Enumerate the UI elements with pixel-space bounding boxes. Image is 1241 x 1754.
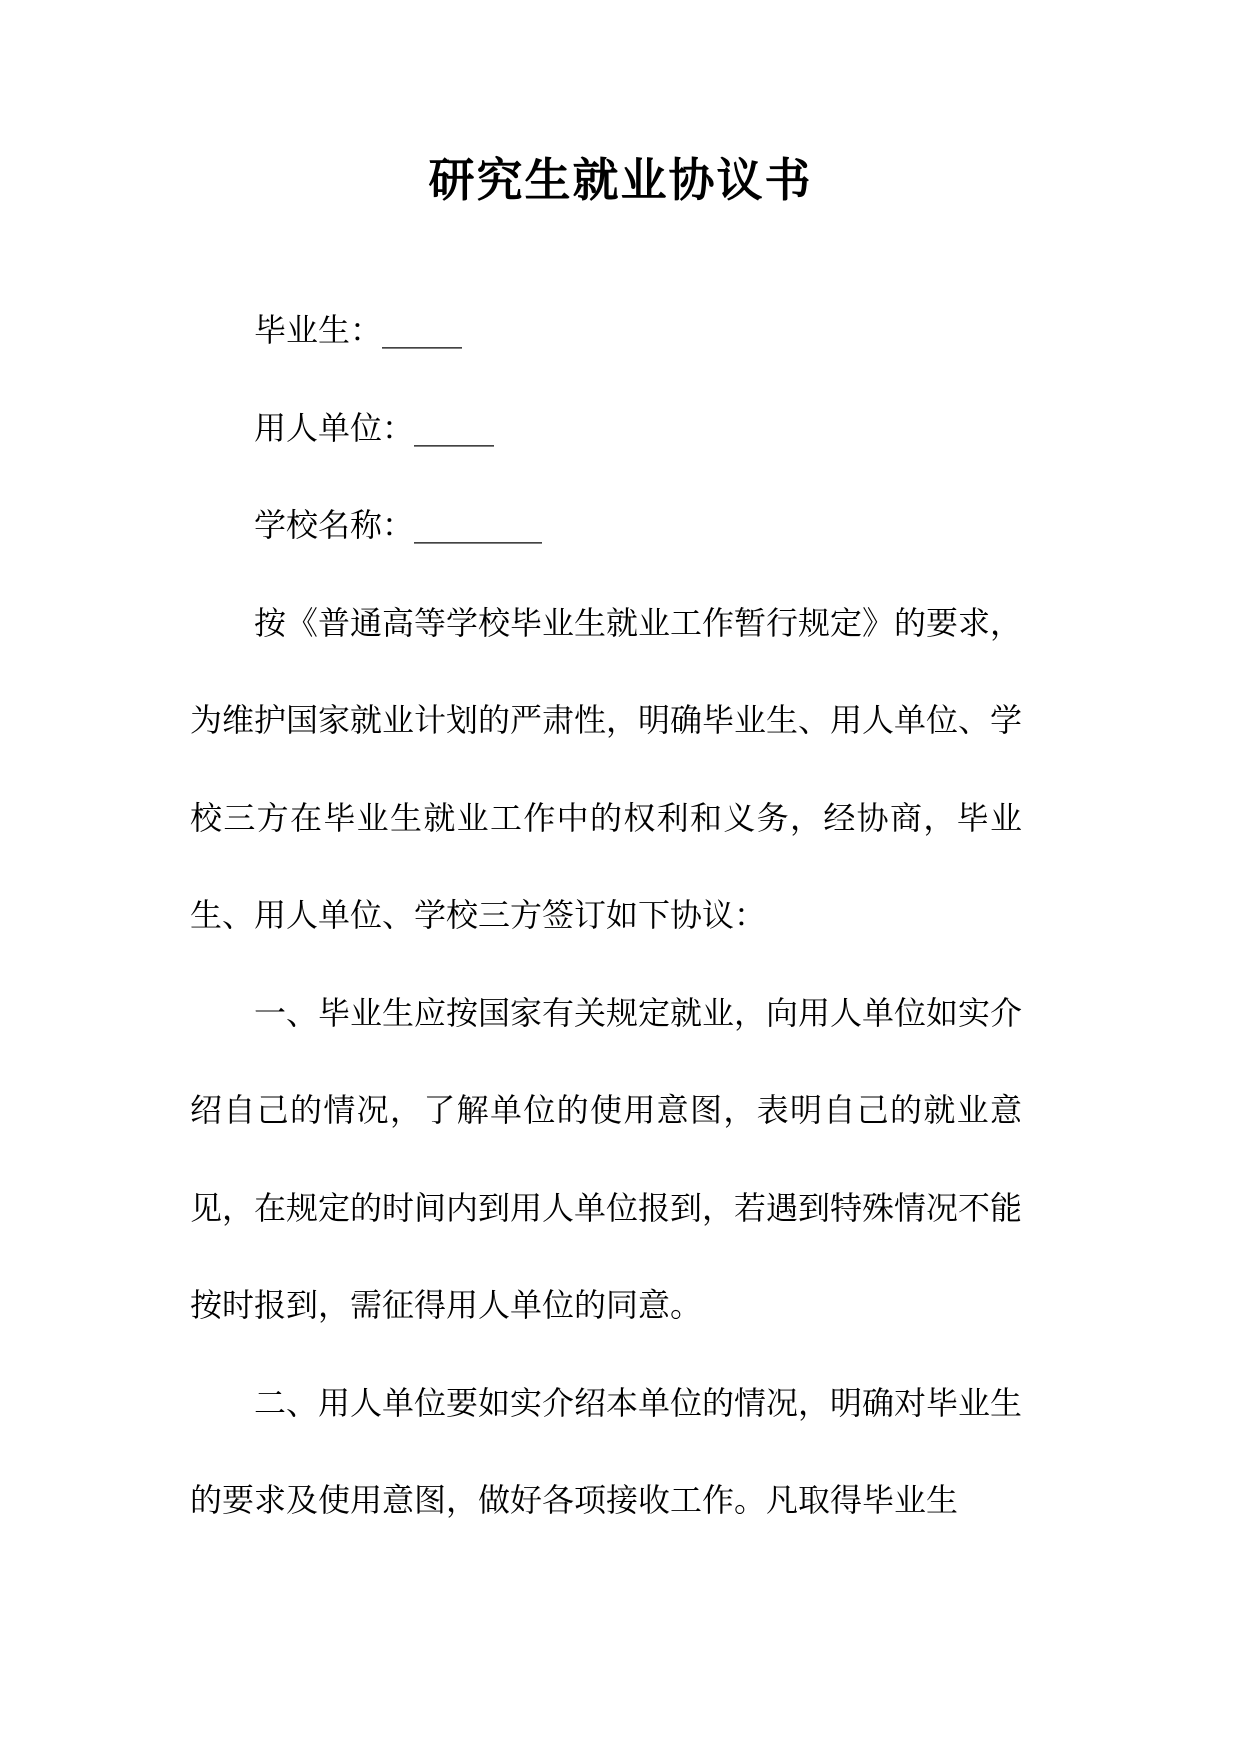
paragraph-clause-2: 二、用人单位要如实介绍本单位的情况，明确对毕业生的要求及使用意图，做好各项接收工作。凡取得毕业生 bbox=[190, 1383, 1023, 1519]
document-title: 研究生就业协议书 bbox=[428, 153, 813, 207]
document-body bbox=[190, 282, 1022, 1550]
field-graduate: 毕业生：_____ bbox=[254, 311, 463, 349]
field-school-name: 学校名称：________ bbox=[254, 506, 543, 544]
paragraph-clause-1: 一、毕业生应按国家有关规定就业，向用人单位如实介绍自己的情况，了解单位的使用意图，表明自己的就业意见，在规定的时间内到用人单位报到，若遇到特殊情况不能按时报到，需征得用人单位的同意。 bbox=[190, 993, 1023, 1324]
field-employer: 用人单位：_____ bbox=[254, 408, 495, 447]
paragraph-preamble: 按《普通高等学校毕业生就业工作暂行规定》的要求，为维护国家就业计划的严肃性，明确毕业生、用人单位、学校三方在毕业生就业工作中的权利和义务，经协商，毕业生、用人单位、学校三方签订如下协议： bbox=[190, 603, 1023, 934]
